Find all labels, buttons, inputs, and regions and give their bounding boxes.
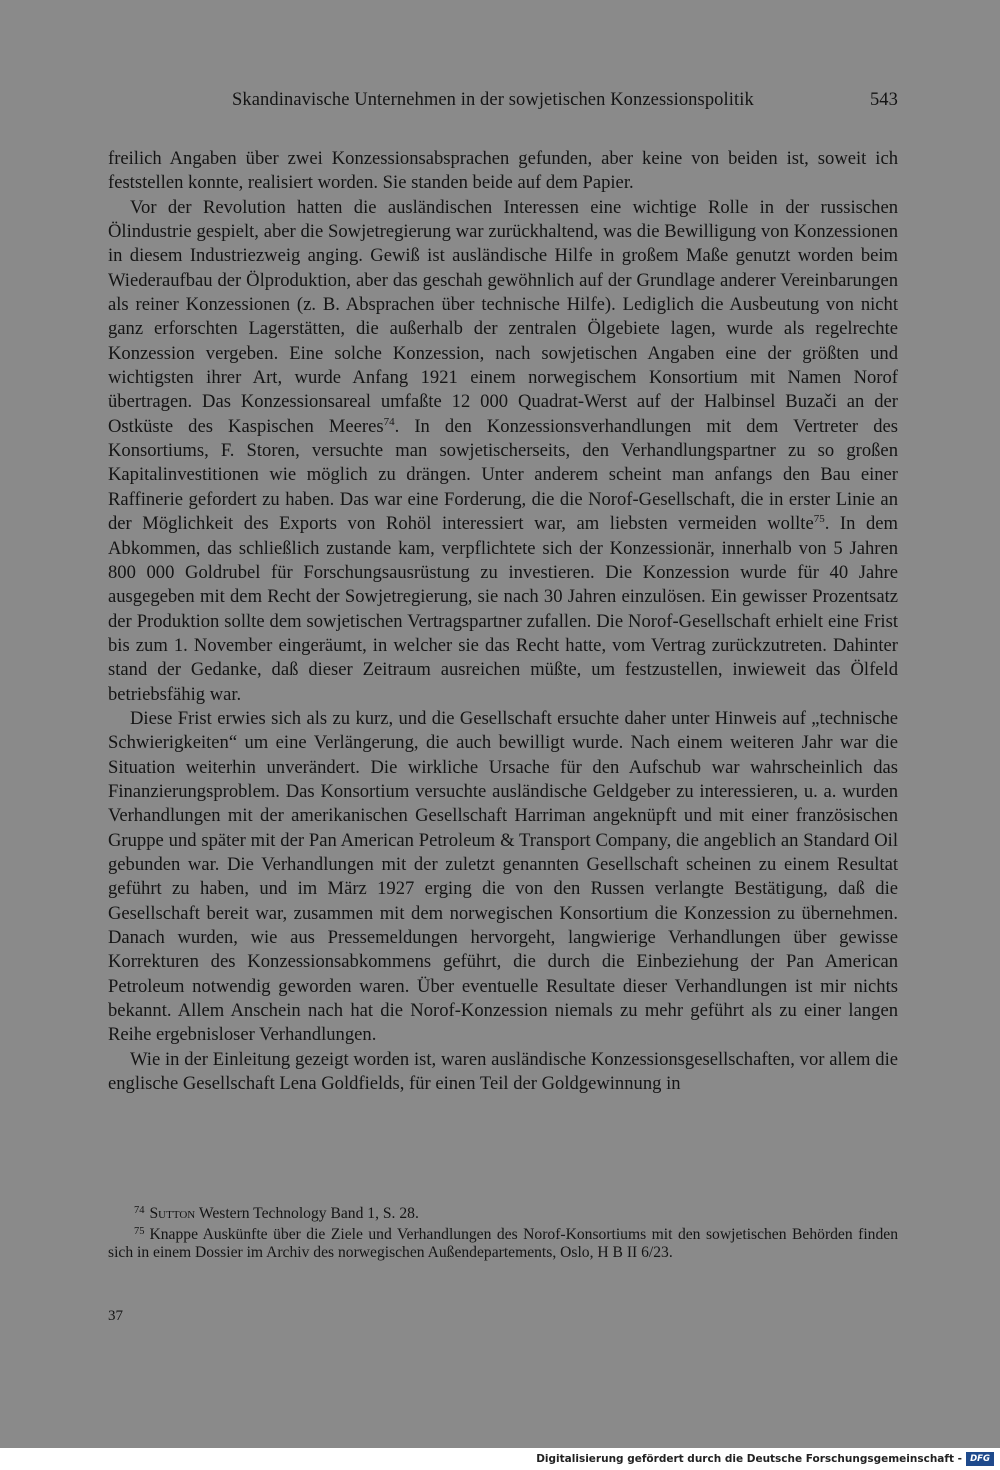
paragraph-1: freilich Angaben über zwei Konzessionsabsprachen gefunden, aber keine von beiden ist, soweit ich feststellen konnte, realisiert worden. Sie standen beide auf dem Papier. xyxy=(108,148,898,194)
footnote-75-number: 75 xyxy=(134,1225,145,1237)
footnotes xyxy=(108,1202,898,1261)
paragraph-4: Wie in der Einleitung gezeigt worden ist, waren ausländische Konzessionsgesellschaften, vor allem die englische Gesellschaft Lena Goldfields, für einen Teil der Goldgewinnung in xyxy=(108,1048,898,1095)
footer-credit[interactable]: Digitalisierung gefördert durch die Deutsche Forschungsgemeinschaft - xyxy=(536,1453,962,1465)
running-title: Skandinavische Unternehmen in der sowjetischen Konzessionspolitik xyxy=(232,90,754,110)
dfg-logo-icon[interactable]: DFG xyxy=(966,1452,994,1466)
footnote-75-text: Knappe Auskünfte über die Ziele und Verhandlungen des Norof-Konsortiums mit den sowjetischen Behörden finden sich in einem Dossier im Archiv des norwegischen Außendepartements, Oslo, H B II 6/23. xyxy=(108,1225,898,1261)
paragraph-2-part-b: . In den Konzessionsverhandlungen mit dem Vertreter des Konsortiums, F. Storen, versuchte man sowjetischerseits, den Verhandlungspartner zu so großen Kapitalinvestitionen wie möglich zu drängen. Unter anderem scheint man anfangs den Bau einer Raffinerie gefordert zu haben. Das war eine Forderung, die die Norof-Gesellschaft, die in erster Linie an der Möglichkeit des Exports von Rohöl interessiert war, am liebsten vermeiden wollte xyxy=(108,415,898,535)
paragraph-3: Diese Frist erwies sich als zu kurz, und die Gesellschaft ersuchte daher unter Hinweis auf „technische Schwierigkeiten“ um eine Verlängerung, die auch bewilligt wurde. Nach einem weiteren Jahr war die Situation weiterhin unverändert. Die wirkliche Ursache für den Aufschub war wahrscheinlich das Finanzierungsproblem. Das Konsortium versuchte ausländische Geldgeber zu interessieren, u. a. wurden Verhandlungen mit der amerikanischen Gesellschaft Harriman angeknüpft und mit einer französischen Gruppe und später mit der Pan American Petroleum & Transport Company, die angeblich an Standard Oil gebunden war. Die Verhandlungen mit der zuletzt genannten Gesellschaft scheinen zu einem Resultat geführt zu haben, und im März 1927 erging die von den Russen verlangte Bestätigung, daß die Gesellschaft bereit war, zusammen mit dem norwegischen Konsortium die Konzession zu übernehmen. Danach wurden, wie aus Pressemeldungen hervorgeht, langwierige Verhandlungen über gewisse Korrekturen des Konzessionsabkommens geführt, die durch die Einbeziehung der Pan American Petroleum notwendig geworden waren. Über eventuelle Resultate dieser Verhandlungen ist mir nichts bekannt. Allem Anschein nach hat die Norof-Konzession niemals zu mehr geführt als zu einer langen Reihe ergebnisloser Verhandlungen. xyxy=(108,707,898,1046)
paragraph-2 xyxy=(108,196,898,707)
footnote-ref-75: 75 xyxy=(813,513,825,526)
body-text xyxy=(108,147,898,1096)
footnote-ref-74: 74 xyxy=(383,415,395,428)
footnote-74-author: Sutton xyxy=(149,1205,196,1222)
page-number: 543 xyxy=(869,90,898,110)
footnote-74-text: Western Technology Band 1, S. 28. xyxy=(195,1205,419,1222)
footnote-75 xyxy=(108,1223,898,1262)
paragraph-2-part-a: Vor der Revolution hatten die ausländischen Interessen eine wichtige Rolle in der russischen Ölindustrie gespielt, aber die Sowjetregierung war zurückhaltend, was die Bewilligung von Konzessionen in diesem Industriezweig anging. Gewiß ist ausländische Hilfe in großem Maße genutzt worden beim Wiederaufbau der Ölproduktion, aber das geschah gewöhnlich auf der Grundlage anderer Vereinbarungen als reiner Konzessionen (z. B. Absprachen über technische Hilfe). Lediglich die Ausbeutung von nicht ganz erforschten Lagerstätten, die außerhalb der zentralen Ölgebiete lagen, wurde als regelrechte Konzession vergeben. Eine solche Konzession, nach sowjetischen Angaben eine der größten und wichtigsten ihrer Art, wurde Anfang 1921 einem norwegischem Konsortium mit Namen Norof übertragen. Das Konzessionsareal umfaßte 12 000 Quadrat-Werst auf der Halbinsel Buzači an der Ostküste des Kaspischen Meeres xyxy=(108,196,898,437)
footer-bar xyxy=(0,1448,1000,1470)
running-head xyxy=(108,90,898,116)
footnote-74 xyxy=(108,1202,898,1223)
footnote-74-number: 74 xyxy=(134,1205,145,1216)
paragraph-2-part-c: . In dem Abkommen, das schließlich zustande kam, verpflichtete sich der Konzessionär, innerhalb von 5 Jahren 800 000 Goldrubel für Forschungsausrüstung zu investieren. Die Konzession wurde für 40 Jahre ausgegeben mit dem Recht der Sowjetregierung, sie nach 30 Jahren einzulösen. Ein gewisser Prozentsatz der Produktion sollte dem sowjetischen Vertragspartner zufallen. Die Norof-Gesellschaft erhielt eine Frist bis zum 1. November eingeräumt, in welcher sie das Recht hatte, vom Vertrag zurückzutreten. Dahinter stand der Gedanke, daß dieser Zeitraum ausreichen müßte, um festzustellen, inwieweit das Ölfeld betriebsfähig war. xyxy=(108,513,898,705)
signature-mark: 37 xyxy=(108,1308,123,1324)
